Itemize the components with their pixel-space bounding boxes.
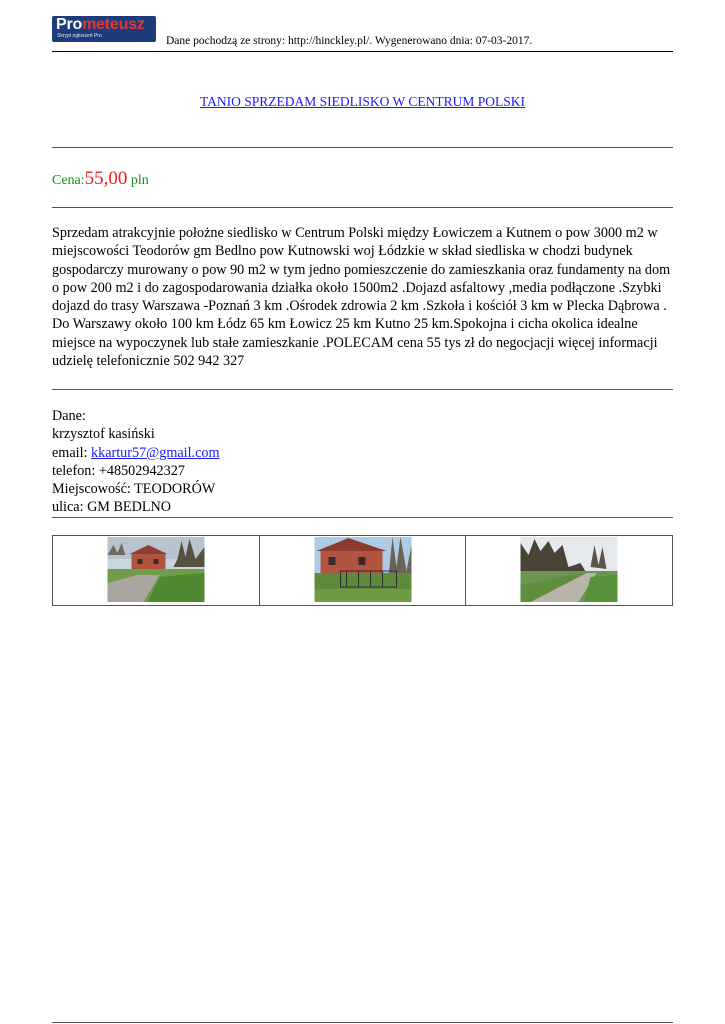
contact-heading: Dane: <box>52 408 86 424</box>
logo-text-a: Pro <box>56 16 83 33</box>
contact-email-row <box>52 444 220 462</box>
contact-street-row <box>52 498 220 516</box>
city-value: TEODORÓW <box>134 481 216 498</box>
photo-cell <box>260 536 467 605</box>
listing-title-link[interactable]: TANIO SPRZEDAM SIEDLISKO W CENTRUM POLSKI <box>199 94 526 109</box>
header-divider <box>52 51 673 52</box>
contact-phone-row <box>52 462 220 480</box>
photo-thumbnail-2[interactable] <box>314 537 411 602</box>
photo-cell <box>53 536 260 605</box>
price-label: Cena: <box>52 173 85 188</box>
price-value: 55,00 <box>84 168 128 189</box>
divider <box>52 147 673 148</box>
contact-block <box>52 407 220 517</box>
price-line <box>52 168 149 190</box>
street-label: ulica: <box>52 499 88 516</box>
listing-description: Sprzedam atrakcyjnie położne siedlisko w Centrum Polski między Łowiczem a Kutnem o pow 3000 m2 w miejscowości Teodorów gm Bedlno pow Kutnowski woj Łódzkie w skład siedliska w chodzi budynek gospodarczy murowany o pow 90 m2 w tym jedno pomieszczenie do zamieszkania oraz fundamenty na dom o pow 200 m2 i do zagospodarowania działka około 1500m2 .Dojazd asfaltowy ,media podłączone .Szybki dojazd do trasy Warszawa -Poznań 3 km .Ośrodek zdrowia 2 km .Szkoła i kościół 3 km w Plecka Dąbrowa . Do Warszawy około 100 km Łódz 65 km Łowicz 25 km Kutno 25 km.Spokojna i cicha okolica idealne miejsce na wypoczynek lub stałe zamieszkanie .POLECAM cena 55 tys zł do negocjacji więcej informacji udzielę telefonicznie 502 942 327 <box>52 225 671 370</box>
divider <box>52 389 673 390</box>
contact-city-row <box>52 480 220 498</box>
logo-text-b: meteusz <box>82 16 145 33</box>
footer-divider <box>52 1022 673 1023</box>
phone-label: telefon: <box>52 462 99 479</box>
photo-thumbnail-1[interactable] <box>107 537 204 602</box>
city-label: Miejscowość: <box>52 481 135 498</box>
divider <box>52 207 673 208</box>
price-currency: pln <box>127 173 149 188</box>
logo-tagline: Skrypt ogłoszeń Pro <box>57 33 102 39</box>
photo-gallery <box>52 535 673 606</box>
email-link[interactable]: kkartur57@gmail.com <box>91 444 220 461</box>
prometeusz-logo <box>52 16 156 42</box>
phone-value: +48502942327 <box>98 462 185 479</box>
page-header <box>52 16 673 52</box>
email-label: email: <box>52 444 92 461</box>
divider <box>52 517 673 518</box>
source-note: Dane pochodzą ze strony: http://hinckley.pl/. Wygenerowano dnia: 07-03-2017. <box>166 35 533 47</box>
contact-name: krzysztof kasiński <box>52 426 155 443</box>
photo-cell <box>466 536 672 605</box>
street-value: GM BEDLNO <box>87 499 172 516</box>
photo-thumbnail-3[interactable] <box>521 537 618 602</box>
